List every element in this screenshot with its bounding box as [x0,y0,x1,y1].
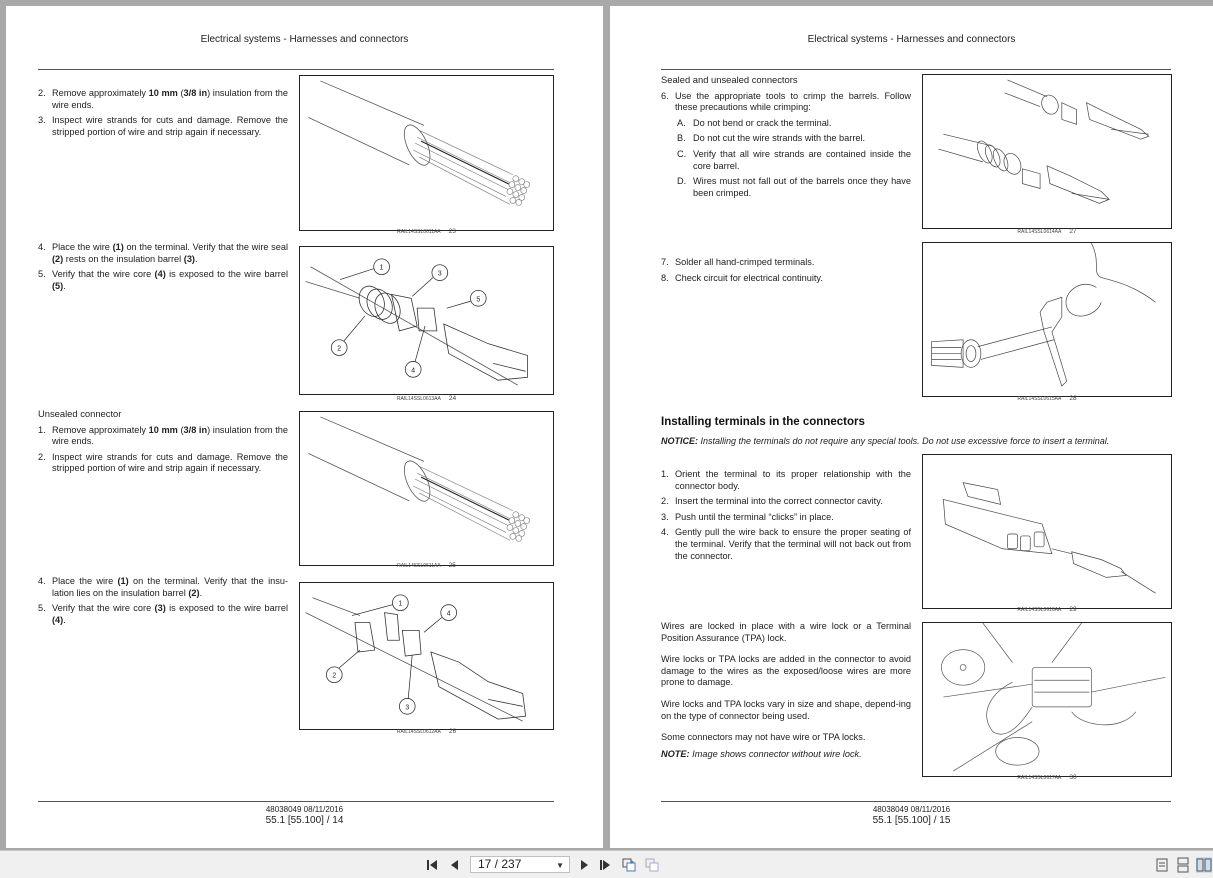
page-footer [6,805,603,826]
item-text: Wires must not fall out of the barrels once they have been crimped. [693,176,911,198]
figure-number: 24 [448,395,457,402]
item-text: Inspect wire strands for cuts and damage. Remove the stripped portion of wire and strip again if necessary. [52,115,288,137]
figure-code: RAIL14SSL0616AA [1017,607,1062,613]
figure-number: 23 [448,228,456,235]
last-page-button[interactable] [597,857,613,873]
header-rule [661,69,1171,70]
figure-code: RAIL14SSL0612AA [396,729,441,735]
first-page-icon [424,857,440,873]
item-text: Remove approximately 10 mm (3/8 in) insulation from the wire ends. [52,88,288,110]
figure-caption [299,395,554,402]
figure-caption [922,228,1172,235]
unsealed-terminal-illustration [300,583,553,729]
instruction-block [38,88,288,142]
go-forward-button[interactable] [644,857,660,873]
next-page-icon [576,857,592,873]
svg-text:1: 1 [398,600,403,608]
figure-caption [922,606,1172,613]
figure-crimped-terminals [922,74,1172,229]
note-body: Image shows connector without wire lock. [689,748,862,759]
figure-number: 27 [1069,228,1077,235]
sub-list-item [677,149,911,172]
item-text: Place the wire (1) on the terminal. Verify that the wire seal (2) rests on the insulation barrel (3). [52,242,288,264]
item-letter: C. [677,148,687,159]
item-letter: A. [677,117,686,128]
callout-4: 4 [411,367,416,375]
figure-caption [299,562,554,569]
soldering-illustration [923,243,1171,396]
figure-number: 26 [448,728,457,735]
figure-caption [922,774,1172,781]
figure-unsealed-terminal [299,582,554,730]
figure-caption [299,728,554,735]
figure-number: 28 [1069,395,1077,402]
figure-code: RAIL14SSL0614AA [1017,229,1062,235]
figure-caption [299,228,554,235]
last-page-icon [597,857,613,873]
first-page-button[interactable] [424,857,440,873]
page-footer [610,805,1213,826]
list-item [38,115,288,138]
item-text: Place the wire (1) on the terminal. Verify that the insu-lation lies on the insulation barrel (2). [52,576,288,598]
item-text: Remove approximately 10 mm (3/8 in) insulation from the wire ends. [52,424,288,447]
list-item [38,603,288,626]
next-page-button[interactable] [576,857,592,873]
footer-doc-id: 48038049 08/11/2016 [265,805,344,814]
figure-caption [922,395,1172,402]
running-head: Electrical systems - Harnesses and connectors [200,34,409,45]
paragraph: Wire locks and TPA locks vary in size and shape, depend-ing on the type of connector being used. [661,698,911,721]
svg-text:3: 3 [405,704,410,712]
callout-2: 2 [337,345,342,353]
instruction-block [38,408,288,479]
item-text: Use the appropriate tools to crimp the barrels. Follow these precautions while crimping: [675,90,911,113]
info-block [661,621,911,770]
page-number-select[interactable] [470,856,570,873]
callout-5: 5 [476,296,481,304]
notice-body: Installing the terminals do not require any special tools. Do not use excessive force to insert a terminal. [698,436,1110,446]
item-text: Push until the terminal “clicks” in place. [675,511,834,522]
two-page-icon [1196,857,1212,873]
item-number: 5. [38,603,46,614]
instruction-block [661,469,911,566]
two-page-view-button[interactable] [1196,857,1212,873]
stripped-wire-illustration [300,412,553,565]
sub-list-item [677,176,911,199]
previous-page-icon [447,857,463,873]
figure-code: RAIL14SSL0617AA [1017,775,1062,781]
footer-rule [661,801,1171,802]
footer-page-number: 55.1 [55.100] / 14 [265,815,344,826]
list-item [661,527,911,562]
figure-sealed-terminal [299,246,554,395]
svg-text:4: 4 [446,610,451,618]
item-text: Verify that the wire core (3) is exposed to the wire barrel (4). [52,603,288,625]
item-text: Inspect wire strands for cuts and damage. Remove the stripped portion of wire and strip again if necessary. [52,451,288,474]
item-text: Do not cut the wire strands with the barrel. [693,133,866,144]
item-letter: B. [677,133,686,144]
item-number: 3. [661,511,669,522]
list-item [38,425,288,448]
paragraph: Some connectors may not have wire or TPA locks. [661,732,866,743]
note-label: NOTE: [661,748,690,759]
instruction-block [661,74,911,203]
connector-illustration [923,455,1171,608]
item-number: 5. [38,269,46,280]
callout-1: 1 [379,264,384,272]
document-page-right [610,6,1213,848]
item-text: Do not bend or crack the terminal. [693,117,832,128]
list-item [38,242,288,265]
list-item [661,91,911,114]
item-number: 1. [661,469,669,479]
figure-code: RAIL14SSL0611AA [397,563,441,569]
list-item [661,512,911,524]
sealed-terminal-illustration [300,247,553,394]
instruction-block [38,576,288,630]
notice-label: NOTICE: [661,436,698,446]
figure-code: RAIL14SSL0615AA [1017,396,1062,402]
installed-connector-illustration [923,623,1171,776]
item-number: 2. [38,451,46,462]
document-page-left [6,6,603,848]
figure-number: 30 [1069,774,1077,781]
running-head: Electrical systems - Harnesses and connectors [807,34,1016,45]
continuous-view-button[interactable] [1175,857,1191,873]
item-number: 8. [661,272,669,283]
instruction-block [661,257,911,288]
note-text [661,749,911,761]
go-back-button[interactable] [621,857,637,873]
item-text: Gently pull the wire back to ensure the proper seating of the terminal. Verify that the terminal will not back out from the connector. [675,527,911,561]
list-item [661,273,911,285]
dropdown-caret-icon: ▼ [556,861,564,870]
footer-doc-id: 48038049 08/11/2016 [872,805,951,814]
instruction-block [38,242,288,296]
item-number: 1. [38,424,46,435]
list-item [38,452,288,475]
continuous-page-icon [1175,857,1191,873]
list-item [661,496,911,508]
go-back-view-icon [621,857,637,873]
item-text: Verify that the wire core (4) is exposed to the wire barrel (5). [52,269,288,291]
single-page-view-button[interactable] [1154,857,1170,873]
viewer-toolbar [0,850,1213,878]
item-text: Insert the terminal into the correct connector cavity. [675,496,883,507]
sub-list-item [677,133,911,145]
list-item [38,269,288,292]
item-text: Orient the terminal to its proper relationship with the connector body. [675,469,911,491]
crimped-terminals-illustration [923,75,1171,228]
svg-text:2: 2 [332,672,337,680]
list-item [661,469,911,492]
figure-connector-body [922,454,1172,609]
single-page-icon [1154,857,1170,873]
figure-wire-stripped [299,411,554,566]
paragraph: Wires are locked in place with a wire lock or a Terminal Position Assurance (TPA) lock. [661,621,911,643]
stripped-wire-illustration [300,76,553,230]
header-rule [38,69,554,70]
subsection-heading: Sealed and unsealed connectors [661,74,798,85]
item-text: Verify that all wire strands are contained inside the core barrel. [693,148,911,171]
figure-wire-stripped [299,75,554,231]
figure-code: RAIL14SSL0613AA [396,396,441,402]
item-text: Check circuit for electrical continuity. [675,272,823,283]
list-item [38,576,288,599]
go-forward-view-icon [644,857,660,873]
sub-list-item [677,118,911,130]
figure-number: 25 [448,562,456,569]
item-number: 4. [661,527,669,538]
item-number: 3. [38,115,46,126]
item-number: 2. [661,496,669,507]
callout-3: 3 [437,270,442,278]
item-number: 4. [38,576,46,586]
list-item [38,88,288,111]
item-number: 6. [661,90,669,101]
item-text: Solder all hand-crimped terminals. [675,257,815,267]
item-number: 2. [38,88,46,98]
figure-number: 29 [1069,606,1077,613]
figure-soldering [922,242,1172,397]
notice-text [661,436,1109,446]
previous-page-button[interactable] [447,857,463,873]
figure-code: RAIL14SSL0611AA [397,229,441,235]
footer-page-number: 55.1 [55.100] / 15 [872,815,951,826]
footer-rule [38,801,554,802]
subsection-heading: Unsealed connector [38,408,122,419]
item-number: 4. [38,242,46,252]
figure-connector-installed [922,622,1172,777]
list-item [661,257,911,269]
paragraph: Wire locks or TPA locks are added in the connector to avoid damage to the wires as the exposed/loose wires are more prone to damage. [661,654,911,688]
item-letter: D. [677,176,687,187]
item-number: 7. [661,257,669,267]
section-title: Installing terminals in the connectors [661,416,865,428]
page-indicator: 17 / 237 [478,857,522,871]
